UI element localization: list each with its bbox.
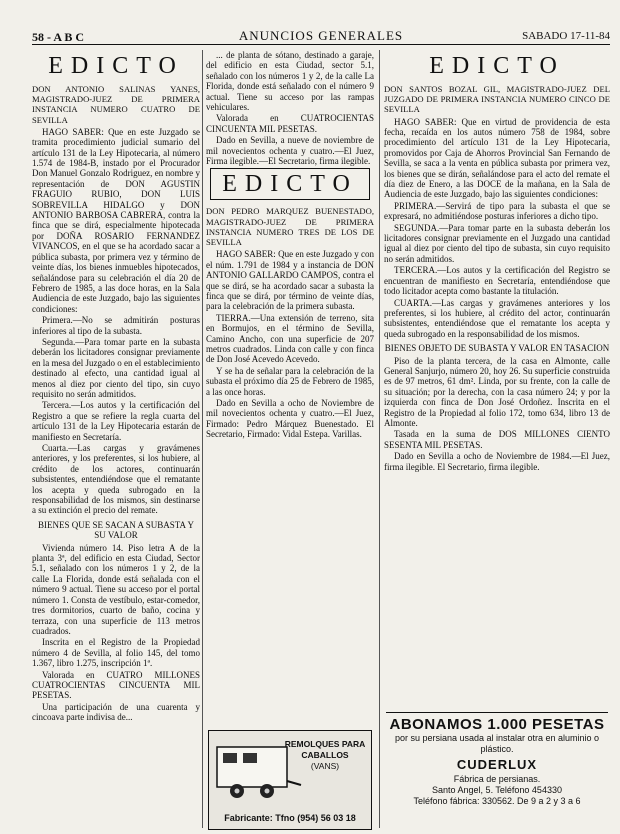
column-right (384, 50, 610, 700)
edicto-paragraph: Tasada en la suma de DOS MILLONES CIENTO SESENTA MIL PESETAS. (384, 429, 610, 450)
ad-brand: CUDERLUX (456, 757, 538, 772)
edicto-paragraph: PRIMERA.—Servirá de tipo para la subasta el que se expresará, no admitiéndose posturas inferiores a dicho tipo. (384, 200, 610, 222)
edicto-paragraph: Segunda.—Para tomar parte en la subasta deberán los licitadores consignar previamente en la mesa del Juzgado o en el establecimiento destinado al efecto, una cantidad igual al menos al diez por ciento del tipo, sin cuyo requisito no serán admitidos. (32, 336, 200, 399)
edicto-paragraph: Dado en Sevilla a ocho de Noviembre de mil novecientos ochenta y cuatro.—El Juez, Firmado: Pedro Márquez Buenestado. El Secretario, Firmado: Vidal Estepa. Varillas. (206, 397, 374, 440)
column-rule (202, 50, 203, 828)
section-title: ANUNCIOS GENERALES (238, 28, 404, 43)
ad-headline: ABONAMOS 1.000 PESETAS (389, 716, 605, 733)
edicto-heading: EDICTO (222, 171, 358, 198)
ad-text: por su persiana usada al instalar otra en aluminio o plástico. (394, 733, 600, 754)
edicto-paragraph: TIERRA.—Una extensión de terreno, sita en Bormujos, en el término de Sevilla, Camino Ancho, con una superficie de 207 metros cuadrados. Linda con calle y con finca de Don José Acevedo Acevedo. (206, 312, 374, 365)
edicto-issuer: DON ANTONIO SALINAS YANES, MAGISTRADO-JUEZ DE PRIMERA INSTANCIA NUMERO CUATRO DE SEVILLA (32, 84, 200, 125)
edicto-issuer: DON SANTOS BOZAL GIL, MAGISTRADO-JUEZ DEL JUZGADO DE PRIMERA INSTANCIA NUMERO CINCO DE SEVILLA (384, 84, 610, 115)
abonamos-ad (386, 712, 608, 807)
page-header (32, 30, 610, 45)
column-left (32, 50, 200, 828)
edicto-issuer: DON PEDRO MARQUEZ BUENESTADO, MAGISTRADO-JUEZ DE PRIMERA INSTANCIA NUMERO TRES DE LOS DE SEVILLA (206, 206, 374, 248)
edicto-paragraph: Una participación de una cuarenta y cincoava parte indivisa de... (32, 701, 200, 723)
page-number: 58 - A B C (32, 30, 85, 44)
edicto-heading: EDICTO (48, 53, 184, 79)
ad-address: Santo Angel, 5. Teléfono 454330 (432, 785, 562, 795)
edicto-paragraph: Tercera.—Los autos y la certificación del Registro a que se refiere la regla cuarta del artículo 131 de la Ley Hipotecaria estarán de manifiesto en Secretaría. (32, 400, 200, 442)
edicto-paragraph: Dado en Sevilla a ocho de Noviembre de 1984.—El Juez, firma ilegible. El Secretario, firma ilegible. (384, 451, 610, 472)
edicto-paragraph: CUARTA.—Las cargas y gravámenes anteriores y los preferentes, si los hubiere, al crédito del actor, continuarán subsistentes, entendiéndose que el rematante los acepta y queda subrogado en la responsabilidad de los mismos. (384, 297, 610, 339)
edicto-paragraph: Dado en Sevilla, a nueve de noviembre de mil novecientos ochenta y cuatro.—El Juez, Firma ilegible.—El Secretario, firma ilegible. (206, 135, 374, 167)
section-subheading: BIENES OBJETO DE SUBASTA Y VALOR EN TASACION (384, 343, 610, 354)
ad-headline: CABALLOS (301, 750, 349, 760)
ad-text: Fábrica de persianas. (453, 774, 541, 784)
ad-headline: REMOLQUES PARA (284, 739, 366, 749)
ad-subheadline: (VANS) (310, 761, 340, 771)
section-subheading: BIENES QUE SE SACAN A SUBASTA Y SU VALOR (38, 519, 194, 541)
edicto-paragraph: Inscrita en el Registro de la Propiedad número 4 de Sevilla, al folio 145, del tomo 1.367, libro 1.275, inscripción 1ª. (32, 637, 200, 669)
edicto-paragraph: HAGO SABER: Que en virtud de providencia de esta fecha, recaída en los autos número 758 de 1984, sobre procedimiento del artículo 131 de la Ley Hipotecaria, promovidos por Caja de Ahorros Provincial San Fernando de Sevilla, se saca a la venta en pública subasta por primera vez, los bienes que se dirán, señalándose para el acto del remate el día diez de Enero, a las DOCE de la mañana, en la Sala de Audiencia de este Juzgado, bajo las siguientes condiciones: (384, 116, 610, 200)
ad-phone: Fabricante: Tfno (954) 56 03 18 (224, 813, 356, 823)
edicto-paragraph: Primera.—No se admitirán posturas inferiores al tipo de la subasta. (32, 315, 200, 336)
trailer-ad-box (208, 730, 372, 830)
edicto-paragraph: HAGO SABER: Que en este Juzgado se tramita procedimiento judicial sumario del artículo 131 de la Ley Hipotecaria, al número 1.574 de 1984-B, instado por el Procurador Don Manuel Gonzalo Rodriguez, en nombre y representación de DON AGUSTIN FRAGUIO RUBIO, DON LUIS SOBREVILLA HIDALGO y DON ANTONIO BARBOSA CABRERA, contra la finca que se dirá, especialmente hipotecada por DOÑA ROSARIO FERNANDEZ VIVANCOS, en el que se ha acordado sacar a pública subasta, por primera vez y término de veinte días, los bienes inmuebles hipotecados, señalándose para su celebración el día 20 de Febrero de 1985, a las doce horas, en la Sala Audiencia de este Juzgado, bajo las siguientes condiciones: (32, 126, 200, 314)
column-rule (379, 50, 380, 828)
issue-date: SABADO 17-11-84 (522, 30, 610, 42)
trailer-ad (208, 730, 372, 830)
edicto-paragraph: HAGO SABER: Que en este Juzgado y con el núm. 1.791 de 1984 y a instancia de DON ANTONIO GALLARDO CAMPOS, contra el que se dirá, se ha acordado sacar a subasta la finca que se dirá, por término de veinte días, para la celebración de la primera subasta. (206, 249, 374, 312)
edicto-heading: EDICTO (429, 53, 565, 79)
edicto-paragraph: Piso de la planta tercera, de la casa en Almonte, calle General Sanjurjo, número 20, hoy 26. Su superficie construida es de 97 metros, 61 dm². Linda, por su frente, con la calle de su situación; por la derecha, con la casa número 24; y por la izquierda con finca de Don José Ordoñez. Inscrita en el Registro de la Propiedad al folio 172, tomo 634, libro 13 de Almonte. (384, 355, 610, 428)
ad-phone: Teléfono fábrica: 330562. De 9 a 2 y 3 a 6 (413, 796, 581, 806)
edicto-paragraph: TERCERA.—Los autos y la certificación del Registro se encuentran de manifiesto en Secretaría, entendiéndose que todo licitador acepta como bastante la titulación. (384, 265, 610, 297)
edicto-paragraph: Cuarta.—Las cargas y gravámenes anteriores, y los preferentes, si los hubiere, al crédito de los actores, continuarán subsistentes, entendiéndose que el rematante los acepta y queda subrogado en la responsabilidad de los mismos, sin destinarse a su extinción el precio del remate. (32, 443, 200, 516)
edicto-paragraph: SEGUNDA.—Para tomar parte en la subasta deberán los licitadores consignar previamente en el Juzgado una cantidad igual al diez por ciento del tipo de subasta, sin cuyo requisito no serán admitidos. (384, 222, 610, 264)
edicto-paragraph: Valorada en CUATRO MILLONES CUATROCIENTAS CINCUENTA MIL PESETAS. (32, 669, 200, 701)
edicto-paragraph: Y se ha de señalar para la celebración de la subasta el próximo día 25 de Febrero de 1985, a las once horas. (206, 365, 374, 397)
edicto-box (210, 168, 370, 200)
edicto-paragraph: Valorada en CUATROCIENTAS CINCUENTA MIL PESETAS. (206, 113, 374, 134)
column-middle (206, 50, 374, 828)
edicto-paragraph: ... de planta de sótano, destinado a garaje, del edificio en esta Ciudad, sector 5.1, señalado con los números 1 y 2, de la calle La Florida, donde está señalado con el número 9 actual. Tiene su acceso por las rampas vehiculares. (206, 50, 374, 113)
edicto-paragraph: Vivienda número 14. Piso letra A de la planta 3ª, del edificio en esta Ciudad, Sector 5.1, señalado con los números 1 y 2, de la calle La Florida, donde está señalada con el número 9 actual. Tiene su acceso por el portal número 1. Consta de vestíbulo, estar-comedor, tres dormitorios, cuarto de baño, cocina y terraza, con una superficie de 113 metros cuadrados. (32, 542, 200, 636)
